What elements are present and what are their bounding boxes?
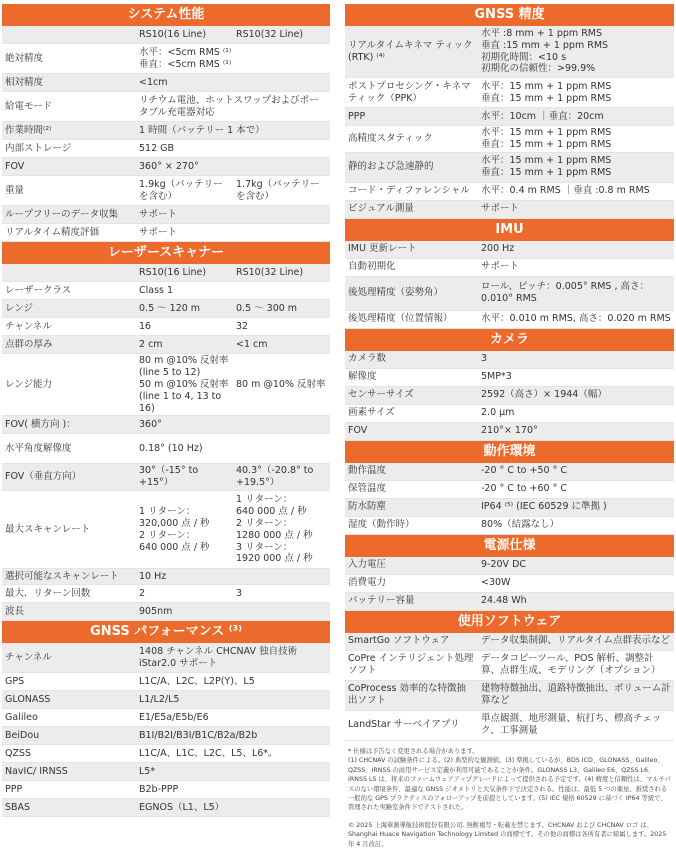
spec-label: 湿度（動作時）: [348, 519, 415, 531]
spec-label: CoProcess 効率的な特徴抽出ソフト: [348, 683, 467, 707]
spec-row: [345, 183, 674, 201]
spec-row: [345, 711, 674, 741]
spec-label: 作業時間⁽²⁾: [5, 124, 52, 136]
spec-value-32-line: RS10(32 Line): [236, 266, 304, 278]
spec-row: [2, 727, 330, 745]
spec-label: リアルタイム精度評価: [5, 226, 100, 238]
spec-row: [345, 423, 674, 441]
section-header: 電源仕様: [345, 535, 674, 557]
spec-label: 解像度: [348, 371, 377, 383]
spec-row: [2, 416, 330, 434]
spec-value: 360°: [139, 418, 162, 430]
spec-row: [2, 92, 330, 122]
spec-row: [2, 569, 330, 585]
spec-label: ループフリーのデータ収集: [5, 208, 119, 220]
spec-label: LandStar サーベイアプリ: [348, 719, 460, 731]
spec-value: 単点観測、地形測量、杭打ち、標高チェック、工事測量: [481, 713, 662, 737]
spec-value-32-line: <1 cm: [236, 338, 268, 350]
spec-row: [2, 140, 330, 158]
spec-value: <1cm: [139, 76, 168, 88]
spec-value: 210°× 170°: [481, 425, 538, 437]
spec-value: 905nm: [139, 605, 173, 617]
spec-row: [345, 259, 674, 277]
spec-row: [2, 799, 330, 817]
spec-value: 80%（結露なし）: [481, 519, 560, 531]
section-header: システム性能: [2, 4, 330, 26]
spec-label: 動作温度: [348, 465, 387, 477]
spec-row: [345, 633, 674, 651]
spec-label: IMU 更新レート: [348, 243, 417, 255]
spec-value-16-line: RS10(16 Line): [139, 266, 207, 278]
spec-value-32-line: 32: [236, 320, 249, 332]
section-header: 使用ソフトウェア: [345, 611, 674, 633]
spec-value: <30W: [481, 577, 511, 589]
spec-value: E1/E5a/E5b/E6: [139, 711, 209, 723]
spec-value: 2.0 μm: [481, 407, 515, 419]
spec-value: L1/L2/L5: [139, 693, 180, 705]
spec-row: [2, 336, 330, 354]
spec-label: レーザークラス: [5, 284, 72, 296]
copyright-notice: © 2025 上海華測導航技術股份有限公司. 無断複写・転載を禁じます。CHCNAV および CHCNAV ロゴ は、Shanghai Huace Navigation Technology Limited の商標です。その他の商標は各所有者に帰属します。2025 年 4 月改訂。: [348, 821, 667, 848]
spec-row: [345, 201, 674, 219]
spec-row: [345, 126, 674, 153]
spec-value: サポート: [481, 203, 520, 215]
spec-label: 画素サイズ: [348, 407, 395, 419]
spec-label: 防水防塵: [348, 501, 387, 513]
spec-label: センサーサイズ: [348, 389, 414, 401]
spec-value-32-line: 3: [236, 587, 243, 599]
spec-value-16-line: 2: [139, 587, 146, 599]
spec-row: [2, 491, 330, 569]
spec-row: [345, 593, 674, 611]
spec-value-32-line: 0.5 ～ 300 m: [236, 302, 298, 314]
spec-label: 最大スキャンレート: [5, 523, 91, 535]
spec-label: 内部ストレージ: [5, 142, 72, 154]
spec-label: 重量: [5, 184, 25, 196]
spec-label: BeiDou: [5, 729, 40, 741]
spec-row: [2, 434, 330, 464]
spec-value: 水平：0.010 m RMS, 高さ：0.020 m RMS: [481, 313, 671, 325]
spec-label: カメラ数: [348, 353, 387, 365]
spec-value-16-line: 16: [139, 320, 152, 332]
spec-value: IP64 ⁽⁵⁾ (IEC 60529 に準拠 ): [481, 501, 607, 513]
spec-label: ビジュアル測量: [348, 203, 414, 215]
spec-row: [2, 44, 330, 74]
spec-label: チャンネル: [5, 651, 52, 663]
spec-label: QZSS: [5, 747, 32, 759]
spec-row: [345, 557, 674, 575]
spec-value-16-line: 1 リターン： 320,000 点 / 秒 2 リターン： 640 000 点 / 秒: [139, 505, 210, 553]
spec-row: [2, 74, 330, 92]
spec-value: 1 時間（バッテリー 1 本で）: [139, 124, 265, 136]
spec-row: [345, 651, 674, 681]
section-header: カメラ: [345, 329, 674, 351]
spec-value: L5*: [139, 765, 156, 777]
spec-label: 保管温度: [348, 483, 387, 495]
spec-label: 相対精度: [5, 76, 44, 88]
section-header: レーザースキャナー: [2, 242, 330, 264]
section-header: GNSS 精度: [345, 4, 674, 26]
spec-row: [345, 26, 674, 78]
footnotes: * 仕様は予告なく変更される場合があります。 (1) CHCNAV の試験条件による。(2) 典型的な観測値。(3) 準拠しているが、BDS ICD、GLONASS、Galileo、QZSS、IRNSS の商用サービス定義が利用可能であることが条件。GLONASS L3、Galileo E6、QZSS L6、IRNSS L5 は、将来のファームウェアアップグレードによって提供される予定です。(4) 精度と信頼性は、マルチパスのない環境条件、最適な GNSS ジオメトリと大気条件下で決定される。性能は、最低 5 つの衛星、推奨される一般的な GPS プラクティスのフォローアップを前提としています。(5) IEC 規格 60529 に基づく IP64 等級で、管理された実験室条件下でテストされた。: [348, 747, 671, 812]
spec-value-32-line: 1 リターン： 640 000 点 / 秒 2 リターン： 1280 000 点 / 秒 3 リターン： 1920 000 点 / 秒: [236, 494, 313, 565]
spec-value: 5MP*3: [481, 371, 512, 383]
spec-label: 波長: [5, 605, 25, 617]
spec-row: [345, 575, 674, 593]
spec-value: 9-20V DC: [481, 559, 527, 571]
spec-label: 消費電力: [348, 577, 387, 589]
spec-row: [2, 691, 330, 709]
spec-value: データコピーツール、POS 解析、調整計算、点群生成、モデリング（オプション）: [481, 653, 661, 677]
spec-label: チャンネル: [5, 320, 52, 332]
spec-label: 絶対精度: [5, 52, 44, 64]
spec-row: [345, 277, 674, 311]
spec-value: サポート: [139, 226, 178, 238]
spec-value: サポート: [481, 261, 520, 273]
spec-label: コード・ディファレンシャル: [348, 185, 470, 197]
spec-value: 10 Hz: [139, 570, 167, 582]
spec-section: [345, 441, 674, 535]
spec-label: 高精度スタティック: [348, 132, 433, 144]
spec-value: 水平：15 mm + 1 ppm RMS 垂直：15 mm + 1 ppm RMS: [481, 127, 612, 150]
spec-value: 24.48 Wh: [481, 595, 527, 607]
spec-label: PPP: [348, 110, 366, 122]
spec-label: 入力電圧: [348, 559, 387, 571]
spec-label: レンジ能力: [5, 378, 53, 390]
right-column: [345, 4, 674, 849]
spec-value-32-line: RS10(32 Line): [236, 28, 304, 40]
spec-value: 3: [481, 353, 488, 365]
spec-row: [2, 264, 330, 282]
spec-label: NavIC/ IRNSS: [5, 765, 68, 777]
spec-label: リアルタイムキネマ ティック (RTK) ⁽⁴⁾: [348, 39, 473, 63]
spec-value-16-line: 2 cm: [139, 338, 163, 350]
spec-row: [2, 26, 330, 44]
spec-row: [2, 122, 330, 140]
spec-row: [345, 351, 674, 369]
spec-row: [2, 763, 330, 781]
spec-label: FOV: [5, 160, 25, 172]
spec-section: [2, 4, 330, 242]
spec-label: 後処理精度（姿勢角）: [348, 287, 444, 299]
spec-value-32-line: 80 m @10% 反射率: [236, 378, 326, 390]
spec-row: [345, 108, 674, 126]
spec-label: FOV( 横方向 )：: [5, 418, 76, 430]
spec-label: [2, 264, 136, 281]
spec-label: Galileo: [5, 711, 38, 723]
spec-row: [345, 499, 674, 517]
spec-value: 建物特徴抽出、道路特徴抽出、ボリューム計算など: [481, 683, 671, 707]
spec-value: 水平：15 mm + 1 ppm RMS 垂直：15 mm + 1 ppm RMS: [481, 80, 612, 104]
spec-row: [2, 585, 330, 603]
spec-row: [2, 224, 330, 242]
spec-value: 2592（高さ）× 1944（幅）: [481, 389, 607, 401]
spec-row: [2, 282, 330, 300]
spec-value: 360° × 270°: [139, 160, 199, 172]
spec-row: [2, 176, 330, 206]
spec-value: L1C/A、L2C、L2P(Y)、L5: [139, 675, 255, 687]
spec-value: 0.18° (10 Hz): [139, 442, 203, 454]
spec-value-16-line: 0.5 ～ 120 m: [139, 302, 201, 314]
spec-row: [2, 673, 330, 691]
spec-row: [2, 781, 330, 799]
spec-label: PPP: [5, 783, 23, 795]
spec-value: 1408 チャンネル CHCNAV 独自技術 iStar2.0 サポート: [139, 645, 298, 669]
spec-label: CoPre インテリジェント処理ソフト: [348, 653, 474, 677]
spec-label: 最大．リターン回数: [5, 587, 91, 599]
spec-label: 選択可能なスキャンレート: [5, 570, 119, 582]
spec-row: [345, 369, 674, 387]
spec-row: [345, 311, 674, 329]
spec-label: ポストプロセシング・キネマティック（PPK）: [348, 80, 471, 104]
spec-section: [345, 535, 674, 611]
spec-value: 200 Hz: [481, 243, 515, 255]
spec-row: [345, 517, 674, 535]
spec-label: FOV: [348, 425, 368, 437]
spec-value: Class 1: [139, 284, 174, 296]
spec-label: 点群の厚み: [5, 338, 53, 350]
spec-label: SBAS: [5, 801, 31, 813]
spec-row: [345, 405, 674, 423]
spec-value-16-line: 80 m @10% 反射率 (line 5 to 12) 50 m @10% 反射率 (line 1 to 4, 13 to 16): [139, 355, 229, 414]
spec-value-32-line: 1.7kg（バッテリーを含む）: [236, 178, 320, 202]
spec-label: 水平角度解像度: [5, 442, 72, 454]
spec-row: [2, 709, 330, 727]
spec-row: [2, 354, 330, 416]
spec-section: [345, 4, 674, 219]
spec-row: [2, 300, 330, 318]
spec-value: 水平：15 mm + 1 ppm RMS 垂直：15 mm + 1 ppm RMS: [481, 155, 612, 179]
spec-value: -20 ° C to +50 ° C: [481, 465, 567, 477]
spec-value: 水平：10cm ｜垂直：20cm: [481, 110, 604, 122]
spec-value: 512 GB: [139, 142, 175, 154]
spec-value: ロール、ピッチ：0.005° RMS , 高さ：0.010° RMS: [481, 281, 650, 305]
section-header: GNSS パフォーマンス ⁽³⁾: [2, 621, 330, 643]
spec-section: [345, 329, 674, 441]
spec-value: B2b-PPP: [139, 783, 179, 795]
section-header: IMU: [345, 219, 674, 241]
spec-value-16-line: RS10(16 Line): [139, 28, 207, 40]
spec-label: レンジ: [5, 302, 34, 314]
spec-row: [345, 387, 674, 405]
spec-label: 自動初期化: [348, 261, 396, 273]
spec-row: [345, 463, 674, 481]
spec-row: [345, 153, 674, 183]
spec-label: バッテリー容量: [348, 595, 415, 607]
spec-section: [345, 611, 674, 741]
spec-value: L1C/A、L1C、L2C、L5、L6*。: [139, 747, 278, 759]
spec-row: [2, 158, 330, 176]
spec-value: リチウム電池、ホットスワップおよびポータブル充電器対応: [139, 94, 319, 118]
spec-section: [2, 621, 330, 817]
spec-label: SmartGo ソフトウェア: [348, 635, 450, 647]
spec-row: [2, 745, 330, 763]
spec-row: [345, 241, 674, 259]
spec-label: GPS: [5, 675, 25, 687]
spec-value: -20 ° C to +60 ° C: [481, 483, 567, 495]
spec-label: 給電モード: [5, 100, 53, 112]
spec-value: 水平：<5cm RMS ⁽¹⁾ 垂直：<5cm RMS ⁽¹⁾: [139, 46, 232, 70]
section-header: 動作環境: [345, 441, 674, 463]
spec-section: [2, 242, 330, 621]
spec-row: [345, 681, 674, 711]
spec-value: 水平 :8 mm + 1 ppm RMS 垂直 :15 mm + 1 ppm RMS 初期化時間：<10 s 初期化の信頼性：>99.9%: [481, 27, 609, 75]
spec-value-32-line: 40.3°（-20.8° to +19.5°）: [236, 465, 314, 489]
spec-label: 静的および急速静的: [348, 161, 434, 173]
spec-label: 後処理精度（位置情報）: [348, 313, 453, 325]
spec-value-16-line: 30°（-15° to +15°）: [139, 465, 199, 489]
spec-value-16-line: 1.9kg（バッテリーを含む）: [139, 178, 223, 202]
spec-row: [2, 464, 330, 491]
left-column: [2, 4, 330, 817]
spec-row: [2, 643, 330, 673]
spec-row: [2, 206, 330, 224]
spec-row: [2, 318, 330, 336]
spec-value: B1I/B2I/B3I/B1C/B2a/B2b: [139, 729, 258, 741]
spec-label: [2, 26, 136, 43]
spec-row: [345, 481, 674, 499]
spec-value: データ収集制御、リアルタイム点群表示など: [481, 635, 671, 647]
spec-section: [345, 219, 674, 329]
spec-value: EGNOS（L1、L5）: [139, 801, 225, 813]
spec-label: FOV（垂直方向）: [5, 471, 82, 483]
spec-value: 水平：0.4 m RMS ｜垂直 :0.8 m RMS: [481, 185, 650, 197]
spec-row: [345, 78, 674, 108]
spec-label: GLONASS: [5, 693, 51, 705]
spec-value: サポート: [139, 208, 178, 220]
spec-row: [2, 603, 330, 621]
